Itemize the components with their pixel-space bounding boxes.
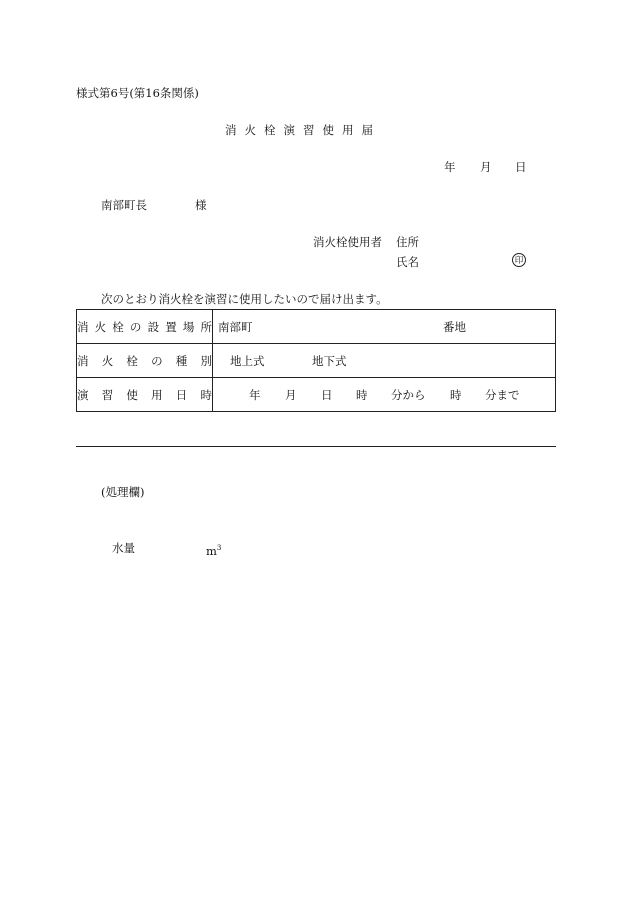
datetime-label: 演 習 使 用 日 時 — [77, 378, 213, 412]
location-value[interactable] — [213, 310, 556, 344]
date-day: 日 — [515, 160, 527, 174]
applicant-role: 消火栓使用者 — [313, 235, 382, 249]
dt-year: 年 — [249, 387, 261, 402]
date-year: 年 — [444, 160, 456, 174]
processing-label: (処理欄) — [101, 485, 145, 499]
table-row-location — [77, 310, 556, 344]
dt-hour-end: 時 — [450, 387, 462, 402]
dt-hour: 時 — [356, 387, 368, 402]
date-month: 月 — [480, 160, 492, 174]
seal-icon: 印 — [512, 253, 526, 267]
table-row-type — [77, 344, 556, 378]
location-lot: 番地 — [443, 319, 466, 334]
water-label: 水量 — [112, 541, 135, 555]
form-number: 様式第6号(第16条関係) — [76, 86, 199, 100]
table-row-datetime — [77, 378, 556, 412]
document-title: 消火栓演習使用届 — [225, 123, 381, 137]
name-label: 氏名 — [396, 255, 419, 269]
statement: 次のとおり消火栓を演習に使用したいので届け出ます。 — [101, 292, 388, 306]
dt-until: 分まで — [485, 387, 520, 402]
datetime-value[interactable] — [213, 378, 556, 412]
dt-day: 日 — [321, 387, 333, 402]
location-town: 南部町 — [218, 319, 253, 334]
location-label: 消 火 栓 の 設 置 場 所 — [77, 310, 213, 344]
water-unit: $m^3$ — [206, 543, 222, 558]
usage-table — [76, 309, 556, 412]
addressee-name: 南部町長 — [101, 198, 147, 212]
divider-line — [76, 446, 556, 447]
type-value[interactable] — [213, 344, 556, 378]
dt-month: 月 — [285, 387, 297, 402]
type-underground: 地下式 — [312, 353, 347, 368]
type-above-ground: 地上式 — [230, 353, 265, 368]
dt-from: 分から — [391, 387, 426, 402]
address-label: 住所 — [396, 235, 419, 249]
addressee-honorific: 様 — [195, 198, 207, 212]
type-label: 消 火 栓 の 種 別 — [77, 344, 213, 378]
